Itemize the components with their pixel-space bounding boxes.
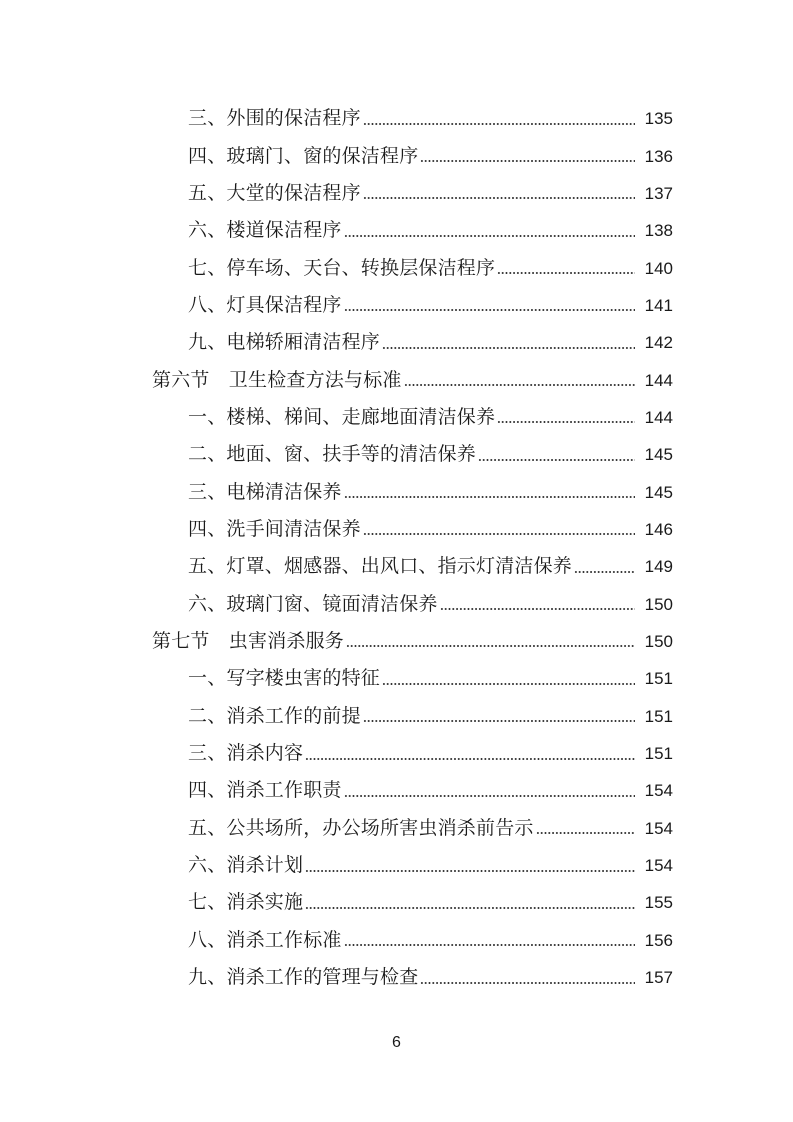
dot-leader xyxy=(497,420,635,424)
toc-entry-title: 三、外围的保洁程序 xyxy=(188,107,361,130)
toc-entry-title: 二、地面、窗、扶手等的清洁保养 xyxy=(188,443,477,466)
toc-entry[interactable] xyxy=(0,249,793,286)
toc-entry-page-number: 156 xyxy=(644,930,673,950)
toc-entry-title: 七、停车场、天台、转换层保洁程序 xyxy=(188,256,496,279)
toc-entry-title: 八、消杀工作标准 xyxy=(188,928,342,951)
toc-entry-title: 三、消杀内容 xyxy=(188,742,304,765)
toc-entry[interactable] xyxy=(0,137,793,174)
dot-leader xyxy=(305,906,635,910)
toc-entry-title: 五、灯罩、烟感器、出风口、指示灯清洁保养 xyxy=(188,555,573,578)
toc-entry-page-number: 144 xyxy=(644,407,673,427)
toc-entry-page-number: 157 xyxy=(644,968,673,988)
dot-leader xyxy=(305,757,635,761)
toc-entry-title: 九、消杀工作的管理与检查 xyxy=(188,966,419,989)
dot-leader xyxy=(344,495,635,499)
toc-entry-page-number: 142 xyxy=(644,333,673,353)
toc-entry[interactable] xyxy=(0,287,793,324)
dot-leader xyxy=(536,831,635,835)
toc-entry[interactable] xyxy=(0,175,793,212)
dot-leader xyxy=(440,607,635,611)
toc-entry-title: 九、电梯轿厢清洁程序 xyxy=(188,331,381,354)
toc-entry-page-number: 155 xyxy=(644,893,673,913)
toc-entry-page-number: 146 xyxy=(644,519,673,539)
toc-entry[interactable] xyxy=(0,436,793,473)
toc-entry-title: 六、消杀计划 xyxy=(188,854,304,877)
toc-entry-page-number: 136 xyxy=(644,146,673,166)
toc-entry-page-number: 154 xyxy=(644,856,673,876)
toc-entry-page-number: 140 xyxy=(644,258,673,278)
dot-leader xyxy=(420,159,635,163)
toc-entry-title: 第六节 卫生检查方法与标准 xyxy=(152,368,402,391)
table-of-contents xyxy=(0,100,793,996)
toc-entry-page-number: 151 xyxy=(644,669,673,689)
dot-leader xyxy=(574,570,635,574)
toc-entry[interactable] xyxy=(0,585,793,622)
toc-entry-page-number: 138 xyxy=(644,221,673,241)
dot-leader xyxy=(305,869,635,873)
toc-entry[interactable] xyxy=(0,548,793,585)
toc-entry-page-number: 137 xyxy=(644,183,673,203)
toc-entry-title: 六、楼道保洁程序 xyxy=(188,219,342,242)
toc-entry-title: 四、消杀工作职责 xyxy=(188,779,342,802)
toc-entry[interactable] xyxy=(0,100,793,137)
toc-entry[interactable] xyxy=(0,511,793,548)
dot-leader xyxy=(363,196,635,200)
toc-entry[interactable] xyxy=(0,884,793,921)
dot-leader xyxy=(346,644,635,648)
toc-entry-title: 三、电梯清洁保养 xyxy=(188,480,342,503)
toc-entry-page-number: 135 xyxy=(644,109,673,129)
toc-entry[interactable] xyxy=(0,399,793,436)
dot-leader xyxy=(363,532,635,536)
toc-entry[interactable] xyxy=(0,922,793,959)
toc-entry-page-number: 154 xyxy=(644,781,673,801)
toc-entry[interactable] xyxy=(0,324,793,361)
toc-entry-title: 七、消杀实施 xyxy=(188,891,304,914)
toc-entry-page-number: 145 xyxy=(644,445,673,465)
toc-entry-page-number: 151 xyxy=(644,744,673,764)
toc-entry-title: 五、大堂的保洁程序 xyxy=(188,181,361,204)
toc-section-entry[interactable] xyxy=(0,623,793,660)
toc-entry-title: 四、玻璃门、窗的保洁程序 xyxy=(188,144,419,167)
toc-entry-title: 四、洗手间清洁保养 xyxy=(188,517,361,540)
page-number: 6 xyxy=(392,1034,401,1051)
dot-leader xyxy=(404,383,635,387)
toc-entry[interactable] xyxy=(0,698,793,735)
toc-entry-page-number: 145 xyxy=(644,482,673,502)
toc-entry-title: 六、玻璃门窗、镜面清洁保养 xyxy=(188,592,438,615)
toc-entry[interactable] xyxy=(0,959,793,996)
dot-leader xyxy=(363,122,635,126)
toc-section-entry[interactable] xyxy=(0,361,793,398)
dot-leader xyxy=(363,719,635,723)
dot-leader xyxy=(344,794,635,798)
toc-entry[interactable] xyxy=(0,847,793,884)
dot-leader xyxy=(344,943,635,947)
dot-leader xyxy=(344,308,635,312)
toc-entry[interactable] xyxy=(0,735,793,772)
toc-entry[interactable] xyxy=(0,660,793,697)
toc-entry-page-number: 141 xyxy=(644,295,673,315)
toc-entry[interactable] xyxy=(0,772,793,809)
toc-entry-title: 八、灯具保洁程序 xyxy=(188,293,342,316)
toc-entry-page-number: 150 xyxy=(644,594,673,614)
toc-entry-page-number: 144 xyxy=(644,370,673,390)
toc-entry[interactable] xyxy=(0,212,793,249)
toc-entry-title: 二、消杀工作的前提 xyxy=(188,704,361,727)
dot-leader xyxy=(344,234,635,238)
dot-leader xyxy=(478,458,635,462)
toc-entry-page-number: 151 xyxy=(644,706,673,726)
toc-entry[interactable] xyxy=(0,810,793,847)
dot-leader xyxy=(382,682,635,686)
dot-leader xyxy=(420,981,635,985)
dot-leader xyxy=(497,271,635,275)
toc-entry-title: 五、公共场所，办公场所害虫消杀前告示 xyxy=(188,816,534,839)
toc-entry-page-number: 150 xyxy=(644,631,673,651)
toc-entry-title: 第七节 虫害消杀服务 xyxy=(152,629,345,652)
dot-leader xyxy=(382,346,635,350)
toc-entry-title: 一、楼梯、梯间、走廊地面清洁保养 xyxy=(188,405,496,428)
toc-entry-title: 一、写字楼虫害的特征 xyxy=(188,667,381,690)
toc-entry-page-number: 154 xyxy=(644,818,673,838)
toc-entry-page-number: 149 xyxy=(644,557,673,577)
toc-entry[interactable] xyxy=(0,473,793,510)
